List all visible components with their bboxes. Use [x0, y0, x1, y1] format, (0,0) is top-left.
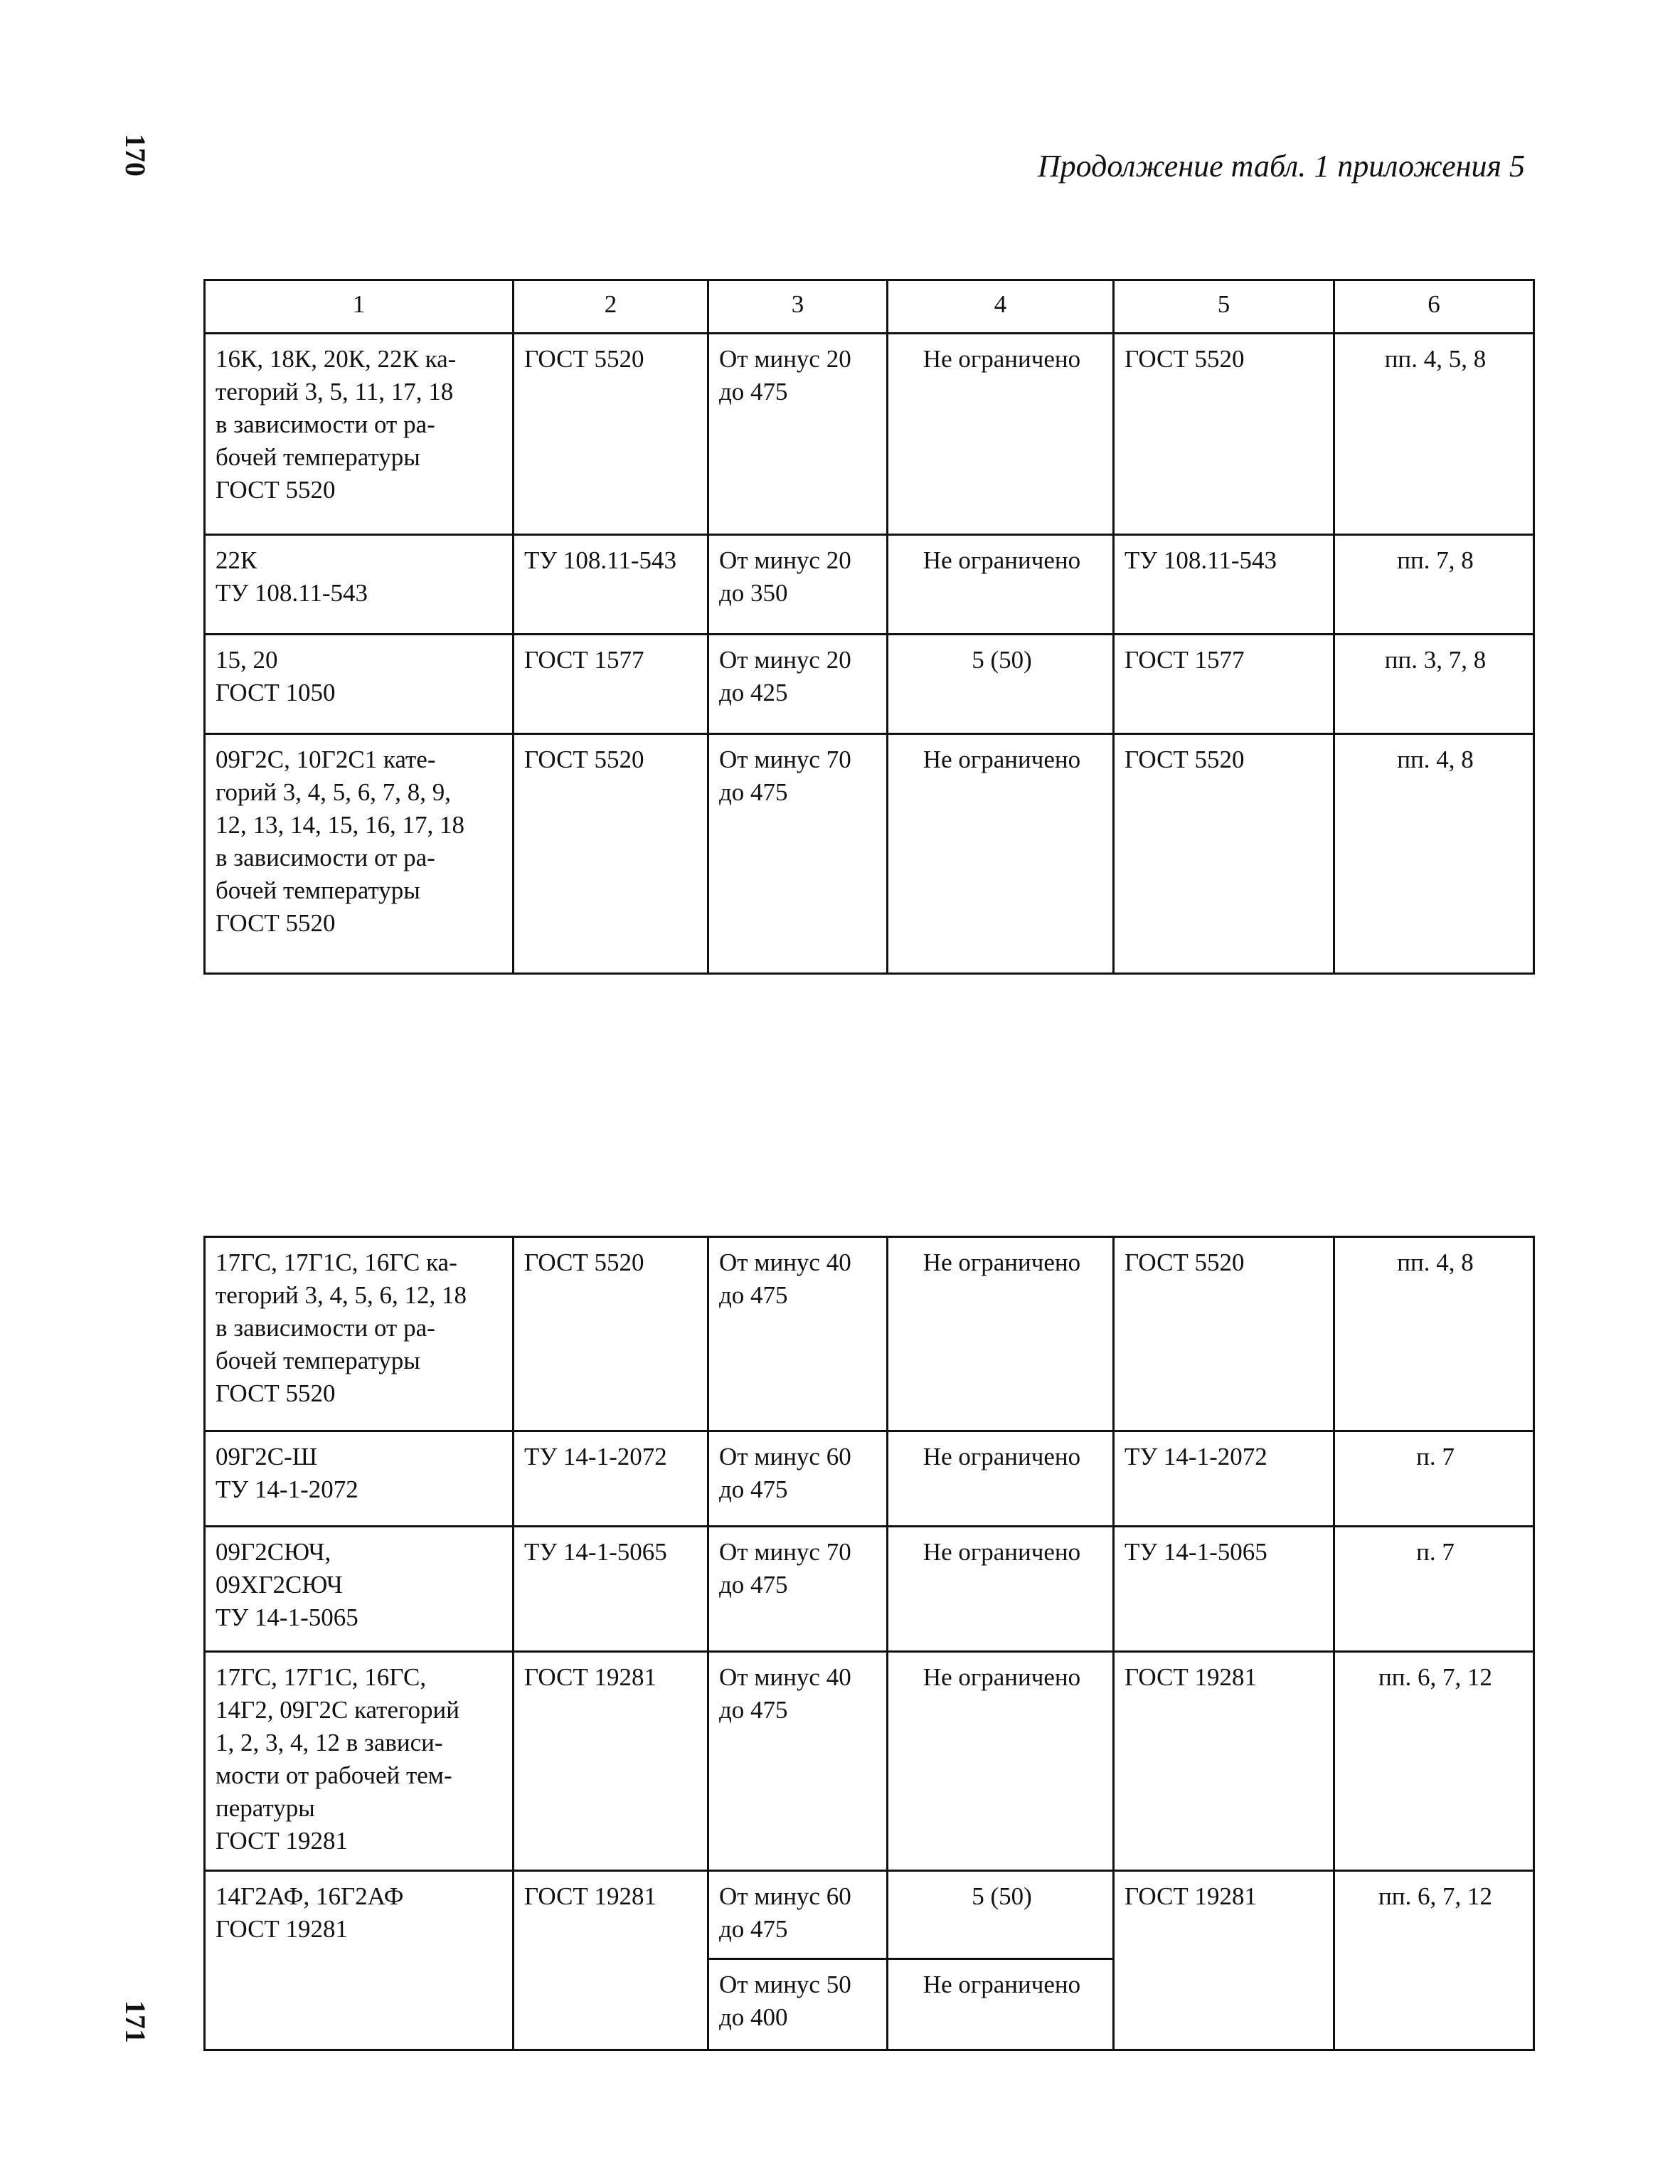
temperature-cell — [708, 734, 888, 974]
pressure-cell: Не ограничено — [888, 1652, 1114, 1871]
cell-line: ТУ 108.11-543 — [216, 579, 368, 607]
notes-cell: п. 7 — [1334, 1431, 1534, 1527]
page-number-bottom: 171 — [119, 2000, 151, 2043]
header-cell: 6 — [1334, 280, 1534, 334]
grade-cell — [205, 1871, 514, 2050]
standard-cell: ГОСТ 19281 — [514, 1652, 708, 1871]
control-standard-cell: ГОСТ 19281 — [1114, 1871, 1334, 2050]
cell-line: От минус 20 — [719, 546, 851, 574]
table-row — [205, 635, 1534, 734]
control-standard-cell: ТУ 108.11-543 — [1114, 535, 1334, 635]
temperature-cell — [708, 1431, 888, 1527]
standard-cell: ТУ 108.11-543 — [514, 535, 708, 635]
cell-line: до 475 — [719, 778, 788, 806]
standard-cell: ТУ 14-1-2072 — [514, 1431, 708, 1527]
cell-line: в зависимости от ра- — [216, 844, 435, 871]
header-cell: 3 — [708, 280, 888, 334]
cell-line: ГОСТ 19281 — [216, 1827, 349, 1855]
table-caption: Продолжение табл. 1 приложения 5 — [1037, 149, 1525, 184]
cell-line: 09Г2С-Ш — [216, 1443, 318, 1470]
cell-line: От минус 40 — [719, 1249, 851, 1276]
standard-cell: ГОСТ 5520 — [514, 734, 708, 974]
pressure-cell: Не ограничено — [888, 734, 1114, 974]
cell-line: 22К — [216, 546, 257, 574]
cell-line: 09Г2С, 10Г2С1 кате- — [216, 746, 436, 773]
cell-line: От минус 70 — [719, 1538, 851, 1566]
temperature-cell — [708, 535, 888, 635]
table-row — [205, 1431, 1534, 1527]
table-row — [205, 1237, 1534, 1431]
cell-line: до 475 — [719, 1571, 788, 1599]
notes-cell: пп. 4, 8 — [1334, 1237, 1534, 1431]
cell-line: бочей температуры — [216, 876, 420, 904]
pressure-cell: Не ограничено — [888, 1431, 1114, 1527]
cell-line: От минус 40 — [719, 1663, 851, 1691]
cell-line: до 400 — [719, 2003, 788, 2031]
temperature-cell — [708, 1959, 888, 2050]
grade-cell — [205, 734, 514, 974]
cell-line: ТУ 14-1-5065 — [216, 1603, 358, 1631]
grade-cell — [205, 1652, 514, 1871]
table-header-row — [205, 280, 1534, 334]
standard-cell: ГОСТ 19281 — [514, 1871, 708, 2050]
notes-cell: пп. 4, 5, 8 — [1334, 334, 1534, 535]
cell-line: мости от рабочей тем- — [216, 1761, 452, 1789]
standard-cell: ГОСТ 5520 — [514, 1237, 708, 1431]
standard-cell: ТУ 14-1-5065 — [514, 1527, 708, 1652]
cell-line: ГОСТ 19281 — [216, 1915, 349, 1943]
cell-line: 17ГС, 17Г1С, 16ГС ка- — [216, 1249, 457, 1276]
standard-cell: ГОСТ 5520 — [514, 334, 708, 535]
grade-cell — [205, 1431, 514, 1527]
cell-line: в зависимости от ра- — [216, 410, 435, 438]
temperature-cell — [708, 334, 888, 535]
notes-cell: пп. 4, 8 — [1334, 734, 1534, 974]
notes-cell: пп. 6, 7, 12 — [1334, 1652, 1534, 1871]
table-row — [205, 1652, 1534, 1871]
cell-line: до 475 — [719, 1696, 788, 1724]
cell-line: От минус 60 — [719, 1882, 851, 1910]
cell-line: до 475 — [719, 1915, 788, 1943]
header-cell: 5 — [1114, 280, 1334, 334]
cell-line: 16К, 18К, 20К, 22К ка- — [216, 345, 457, 373]
cell-line: бочей температуры — [216, 443, 420, 471]
cell-line: От минус 20 — [719, 345, 851, 373]
control-standard-cell: ГОСТ 19281 — [1114, 1652, 1334, 1871]
temperature-cell — [708, 1527, 888, 1652]
cell-line: От минус 20 — [719, 646, 851, 674]
temperature-cell — [708, 1871, 888, 1959]
cell-line: 12, 13, 14, 15, 16, 17, 18 — [216, 811, 464, 839]
grade-cell — [205, 635, 514, 734]
table-row — [205, 535, 1534, 635]
pressure-cell: Не ограничено — [888, 1959, 1114, 2050]
control-standard-cell: ТУ 14-1-5065 — [1114, 1527, 1334, 1652]
pressure-cell: 5 (50) — [888, 1871, 1114, 1959]
cell-line: ГОСТ 5520 — [216, 476, 336, 504]
control-standard-cell: ГОСТ 1577 — [1114, 635, 1334, 734]
cell-line: пературы — [216, 1794, 315, 1822]
grade-cell — [205, 535, 514, 635]
table-row — [205, 1527, 1534, 1652]
pressure-cell: Не ограничено — [888, 535, 1114, 635]
cell-line: горий 3, 4, 5, 6, 7, 8, 9, — [216, 778, 451, 806]
pressure-cell: 5 (50) — [888, 635, 1114, 734]
cell-line: ТУ 14-1-2072 — [216, 1475, 358, 1503]
control-standard-cell: ГОСТ 5520 — [1114, 1237, 1334, 1431]
control-standard-cell: ГОСТ 5520 — [1114, 334, 1334, 535]
cell-line: ГОСТ 5520 — [216, 1379, 336, 1407]
notes-cell: п. 7 — [1334, 1527, 1534, 1652]
cell-line: 17ГС, 17Г1С, 16ГС, — [216, 1663, 427, 1691]
pressure-cell: Не ограничено — [888, 334, 1114, 535]
table-row — [205, 1871, 1534, 1959]
header-cell: 4 — [888, 280, 1114, 334]
cell-line: тегорий 3, 5, 11, 17, 18 — [216, 378, 454, 405]
grade-cell — [205, 1237, 514, 1431]
header-cell: 1 — [205, 280, 514, 334]
table-row — [205, 734, 1534, 974]
cell-line: ГОСТ 1050 — [216, 679, 336, 706]
cell-line: 14Г2АФ, 16Г2АФ — [216, 1882, 404, 1910]
cell-line: 09ХГ2СЮЧ — [216, 1571, 343, 1599]
pressure-cell: Не ограничено — [888, 1237, 1114, 1431]
notes-cell: пп. 6, 7, 12 — [1334, 1871, 1534, 2050]
temperature-cell — [708, 1652, 888, 1871]
control-standard-cell: ТУ 14-1-2072 — [1114, 1431, 1334, 1527]
cell-line: 15, 20 — [216, 646, 278, 674]
cell-line: бочей температуры — [216, 1347, 420, 1374]
grade-cell — [205, 334, 514, 535]
cell-line: 09Г2СЮЧ, — [216, 1538, 331, 1566]
cell-line: до 475 — [719, 1281, 788, 1309]
standard-cell: ГОСТ 1577 — [514, 635, 708, 734]
pressure-cell: Не ограничено — [888, 1527, 1114, 1652]
cell-line: тегорий 3, 4, 5, 6, 12, 18 — [216, 1281, 467, 1309]
cell-line: От минус 50 — [719, 1971, 851, 1998]
cell-line: ГОСТ 5520 — [216, 909, 336, 937]
cell-line: От минус 70 — [719, 746, 851, 773]
notes-cell: пп. 3, 7, 8 — [1334, 635, 1534, 734]
control-standard-cell: ГОСТ 5520 — [1114, 734, 1334, 974]
cell-line: до 425 — [719, 679, 788, 706]
table-row — [205, 334, 1534, 535]
cell-line: в зависимости от ра- — [216, 1314, 435, 1342]
table-part-1 — [203, 279, 1535, 975]
grade-cell — [205, 1527, 514, 1652]
notes-cell: пп. 7, 8 — [1334, 535, 1534, 635]
cell-line: 14Г2, 09Г2С категорий — [216, 1696, 459, 1724]
page-number-top: 170 — [119, 134, 151, 176]
cell-line: 1, 2, 3, 4, 12 в зависи- — [216, 1729, 443, 1756]
temperature-cell — [708, 635, 888, 734]
cell-line: до 350 — [719, 579, 788, 607]
cell-line: до 475 — [719, 1475, 788, 1503]
cell-line: От минус 60 — [719, 1443, 851, 1470]
table-part-2 — [203, 1236, 1535, 2051]
cell-line: до 475 — [719, 378, 788, 405]
header-cell: 2 — [514, 280, 708, 334]
temperature-cell — [708, 1237, 888, 1431]
